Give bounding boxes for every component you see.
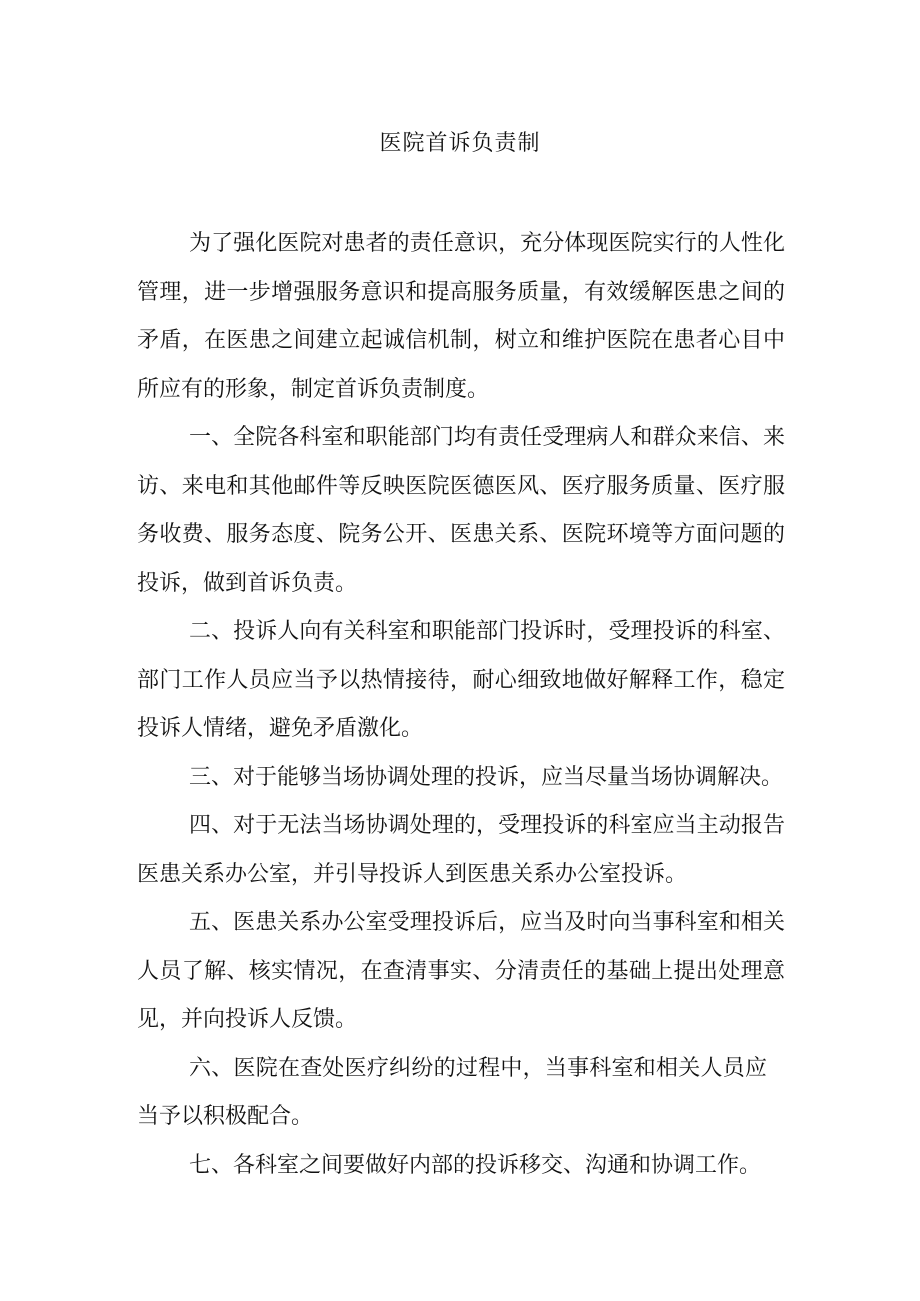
paragraph-1: 一、全院各科室和职能部门均有责任受理病人和群众来信、来访、来电和其他邮件等反映医院医德医风、医疗服务质量、医疗服务收费、服务态度、院务公开、医患关系、医院环境等方面问题的投诉，做到首诉负责。 (137, 425, 785, 596)
paragraph-intro: 为了强化医院对患者的责任意识，充分体现医院实行的人性化管理，进一步增强服务意识和提高服务质量，有效缓解医患之间的矛盾，在医患之间建立起诚信机制，树立和维护医院在患者心目中所应有的形象，制定首诉负责制度。 (137, 231, 785, 402)
paragraph-2: 二、投诉人向有关科室和职能部门投诉时，受理投诉的科室、部门工作人员应当予以热情接待，耐心细致地做好解释工作，稳定投诉人情绪，避免矛盾激化。 (137, 619, 785, 741)
document-title: 医院首诉负责制 (379, 131, 541, 156)
paragraph-3: 三、对于能够当场协调处理的投诉，应当尽量当场协调解决。 (189, 764, 784, 790)
paragraph-7: 七、各科室之间要做好内部的投诉移交、沟通和协调工作。 (189, 1152, 762, 1178)
document-body (137, 220, 785, 1190)
paragraph-4: 四、对于无法当场协调处理的，受理投诉的科室应当主动报告医患关系办公室，并引导投诉人到医患关系办公室投诉。 (137, 813, 785, 887)
paragraph-6: 六、医院在查处医疗纠纷的过程中，当事科室和相关人员应当予以积极配合。 (137, 1055, 767, 1129)
paragraph-5: 五、医患关系办公室受理投诉后，应当及时向当事科室和相关人员了解、核实情况，在查清事实、分清责任的基础上提出处理意见，并向投诉人反馈。 (137, 910, 785, 1032)
